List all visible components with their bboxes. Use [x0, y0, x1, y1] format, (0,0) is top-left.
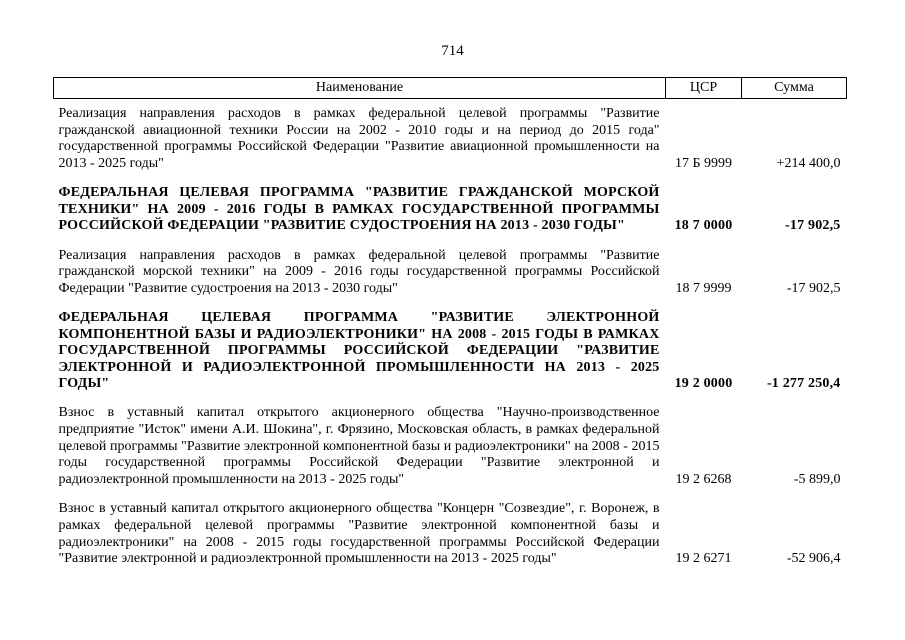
column-header-csr: ЦСР: [666, 78, 742, 99]
row-csr: 19 2 6271: [675, 551, 732, 567]
table-row: [54, 303, 847, 398]
row-csr: 19 2 0000: [674, 375, 733, 391]
page-number: 714: [441, 43, 464, 59]
column-header-name: Наименование: [54, 78, 666, 99]
row-name: Взнос в уставный капитал открытого акционерного общества "Научно-производственное предприятие "Исток" имени А.И. Шокина", г. Фрязино, Московская область, в рамках федеральной целевой программы "Развитие электронной компонентной базы и радиоэлектроники" на 2008 - 2015 годы государственной программы Российской Федерации "Развитие электронной и радиоэлектронной промышленности на 2013 - 2025 годы": [58, 405, 660, 487]
row-name: Реализация направления расходов в рамках федеральной целевой программы "Развитие гражданской авиационной техники России на 2002 - 2010 годы и на период до 2015 года" государственной программы Российской Федерации "Развитие авиационной промышленности на 2013 - 2025 годы": [58, 106, 660, 171]
row-csr: 19 2 6268: [675, 471, 732, 487]
row-sum: +214 400,0: [776, 155, 841, 171]
row-name: Реализация направления расходов в рамках федеральной целевой программы "Развитие гражданской морской техники" на 2009 - 2016 годы государственной программы Российской Федерации "Развитие судостроения на 2013 - 2030 годы": [58, 247, 660, 296]
table-header-row: [54, 78, 847, 99]
row-name: ФЕДЕРАЛЬНАЯ ЦЕЛЕВАЯ ПРОГРАММА "РАЗВИТИЕ ЭЛЕКТРОННОЙ КОМПОНЕНТНОЙ БАЗЫ И РАДИОЭЛЕКТРОНИКИ" НА 2008 - 2015 ГОДЫ В РАМКАХ ГОСУДАРСТВЕННОЙ ПРОГРАММЫ РОССИЙСКОЙ ФЕДЕРАЦИИ "РАЗВИТИЕ ЭЛЕКТРОННОЙ И РАДИОЭЛЕКТРОННОЙ ПРОМЫШЛЕННОСТИ НА 2013 - 2025 ГОДЫ": [58, 310, 660, 391]
row-sum: -1 277 250,4: [766, 375, 841, 391]
table-row: [54, 241, 847, 304]
row-csr: 17 Б 9999: [674, 155, 733, 171]
row-sum: -5 899,0: [793, 471, 841, 487]
table-row: [54, 99, 847, 179]
row-csr: 18 7 9999: [675, 280, 732, 296]
row-csr: 18 7 0000: [674, 218, 733, 233]
table-row: [54, 494, 847, 573]
row-name: ФЕДЕРАЛЬНАЯ ЦЕЛЕВАЯ ПРОГРАММА "РАЗВИТИЕ ГРАЖДАНСКОЙ МОРСКОЙ ТЕХНИКИ" НА 2009 - 2016 ГОДЫ В РАМКАХ ГОСУДАРСТВЕННОЙ ПРОГРАММЫ РОССИЙСКОЙ ФЕДЕРАЦИИ "РАЗВИТИЕ СУДОСТРОЕНИЯ НА 2013 - 2030 ГОДЫ": [58, 185, 660, 234]
column-header-sum: Сумма: [742, 78, 847, 99]
row-name: Взнос в уставный капитал открытого акционерного общества "Концерн "Созвездие", г. Воронеж, в рамках федеральной целевой программы "Развитие электронной компонентной базы и радиоэлектроники" на 2008 - 2015 годы государственной программы Российской Федерации "Развитие электронной и радиоэлектронной промышленности на 2013 - 2025 годы": [58, 501, 660, 567]
budget-table: [53, 77, 847, 574]
table-row: [54, 398, 847, 494]
row-sum: -17 902,5: [786, 280, 841, 296]
row-sum: -17 902,5: [785, 218, 841, 233]
row-sum: -52 906,4: [786, 551, 841, 567]
table-row: [54, 178, 847, 240]
